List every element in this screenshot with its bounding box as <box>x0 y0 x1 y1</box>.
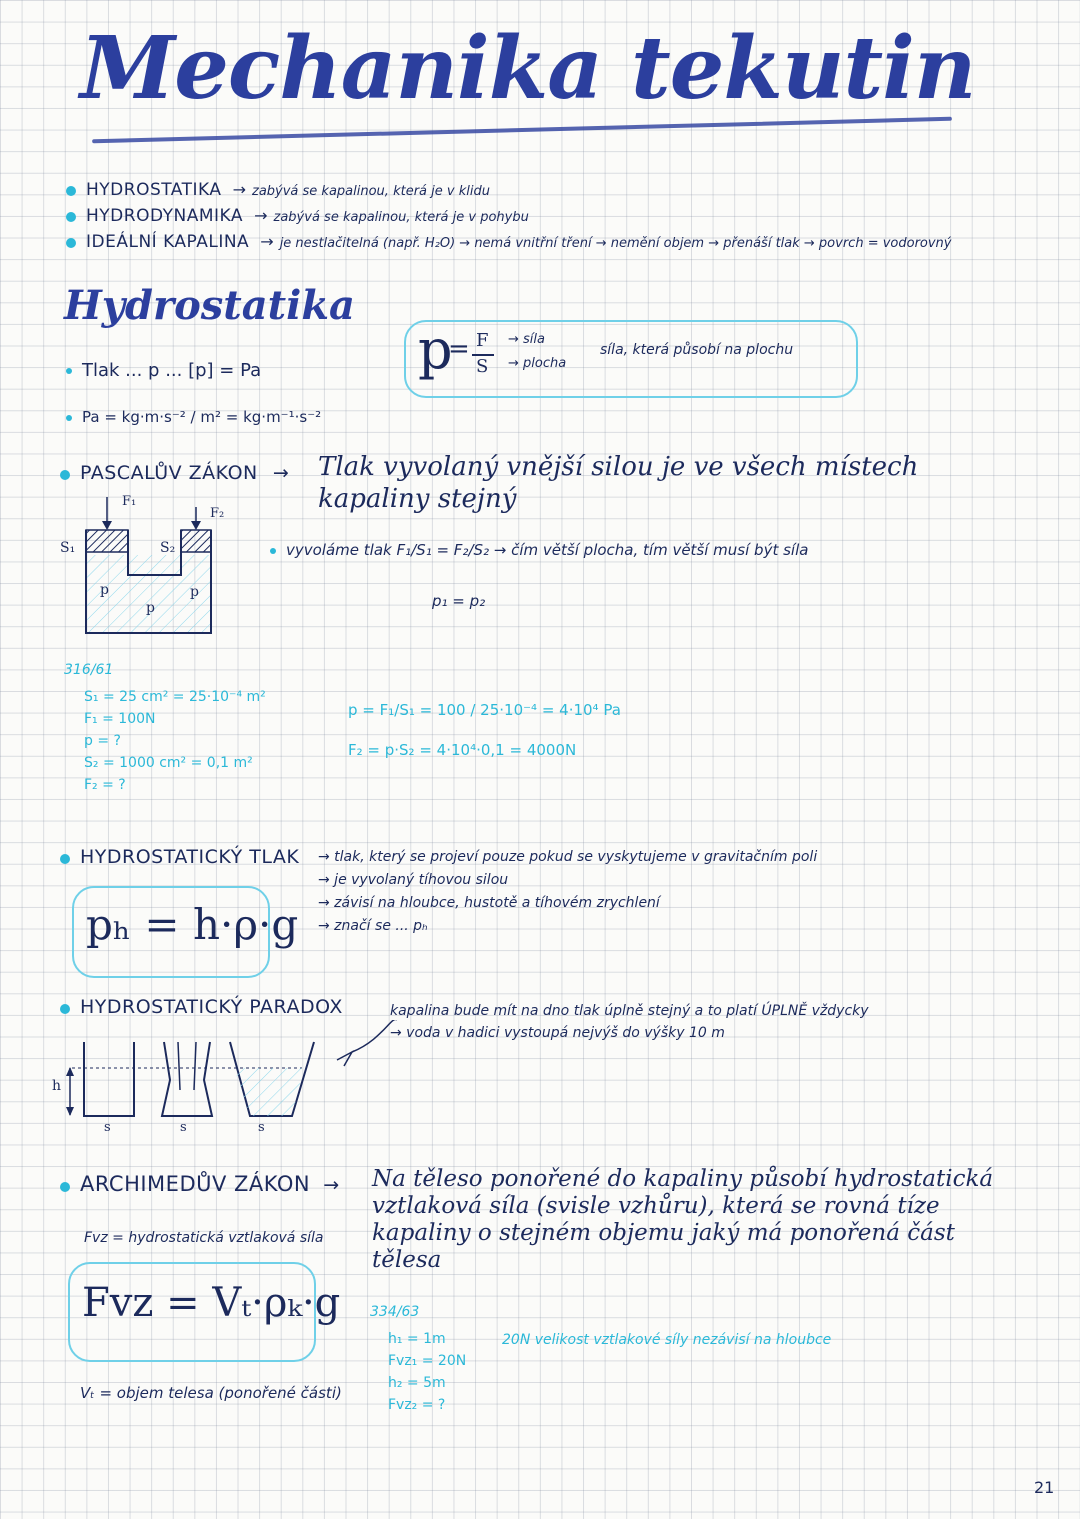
example-given-item: S₁ = 25 cm² = 25·10⁻⁴ m² <box>84 689 266 705</box>
archimedes-heading: ARCHIMEDŮV ZÁKON → <box>60 1172 339 1196</box>
pascal-label-f2: F₂ <box>210 506 225 521</box>
pascal-heading: PASCALŮV ZÁKON → <box>60 462 299 484</box>
archimedes-example-item: h₁ = 1m <box>388 1331 446 1347</box>
pascal-label-s2: S₂ <box>160 540 176 556</box>
example-given-item: F₂ = ? <box>84 777 126 793</box>
archimedes-example-item: h₂ = 5m <box>388 1375 446 1391</box>
hydrostatic-point: → je vyvolaný tíhovou silou <box>318 872 509 888</box>
example-solution <box>348 690 621 770</box>
pascal-label-p: p <box>190 584 199 600</box>
hydrostatic-points <box>318 846 817 938</box>
example-solution-step: F₂ = p·S₂ = 4·10⁴·0,1 = 4000N <box>348 741 577 759</box>
archimedes-statement <box>372 1166 993 1274</box>
page-number: 21 <box>1034 1478 1055 1497</box>
pascal-vessel-diagram <box>56 495 226 640</box>
tlak-definition: Tlak ... p ... [p] = Pa <box>66 360 261 381</box>
pascal-label-p: p <box>146 600 155 616</box>
pascal-line-2: p₁ = p₂ <box>432 592 486 610</box>
example-ref: 316/61 <box>64 662 114 678</box>
hydrostatic-point: → závisí na hloubce, hustotě a tíhovém zrychlení <box>318 895 660 911</box>
bullet-icon <box>60 1004 70 1014</box>
paradox-points <box>390 1000 869 1044</box>
pressure-formula-eq: = <box>448 334 470 364</box>
pressure-formula-plocha: → plocha <box>508 356 567 371</box>
bullet-icon <box>66 415 72 421</box>
pressure-formula-denominator: S <box>476 356 489 377</box>
archimedes-formula: Fvz = Vₜ·ρₖ·g <box>82 1280 341 1326</box>
intro-item: HYDRODYNAMIKA → zabývá se kapalinou, která je v pohybu <box>66 206 529 226</box>
bullet-icon <box>66 186 76 196</box>
example-given-item: S₂ = 1000 cm² = 0,1 m² <box>84 755 253 771</box>
hydrostatic-point: → tlak, který se projeví pouze pokud se vyskytujeme v gravitačním poli <box>318 849 818 865</box>
bullet-icon <box>60 470 70 480</box>
paradox-point: kapalina bude mít na dno tlak úplně stejný a to platí ÚPLNĚ vždycky <box>390 1003 869 1019</box>
paradox-label-s: s <box>180 1120 187 1135</box>
example-solution-step: p = F₁/S₁ = 100 / 25·10⁻⁴ = 4·10⁴ Pa <box>348 701 621 719</box>
paradox-label-s: s <box>104 1120 111 1135</box>
pascal-label-p: p <box>100 582 109 598</box>
archimedes-statement-line: kapaliny o stejném objemu jaký má ponořená část <box>372 1220 955 1246</box>
intro-item: HYDROSTATIKA → zabývá se kapalinou, která je v klidu <box>66 180 490 200</box>
archimedes-statement-line: tělesa <box>372 1247 442 1273</box>
hydrostaticky-tlak-heading: HYDROSTATICKÝ TLAK <box>60 846 299 868</box>
fvz-definition: Fvz = hydrostatická vztlaková síla <box>84 1230 324 1246</box>
pressure-formula-note: síla, která působí na plochu <box>600 342 794 358</box>
pascal-label-s1: S₁ <box>60 540 76 556</box>
bullet-icon <box>66 368 72 374</box>
bullet-icon <box>66 212 76 222</box>
bullet-icon <box>60 1182 70 1192</box>
archimedes-example-item: Fvz₁ = 20N <box>388 1353 467 1369</box>
example-given-item: F₁ = 100N <box>84 711 156 727</box>
archimedes-example-item: Fvz₂ = ? <box>388 1397 446 1413</box>
bullet-icon <box>270 548 276 554</box>
hydrostatic-point: → značí se ... pₕ <box>318 918 428 934</box>
bullet-icon <box>66 238 76 248</box>
pressure-formula-p: p <box>418 318 453 381</box>
pascal-statement-1: Tlak vyvolaný vnější silou je ve všech místech <box>318 452 919 482</box>
vt-definition: Vₜ = objem telesa (ponořené části) <box>80 1384 342 1402</box>
archimedes-statement-line: Na těleso ponořené do kapaliny působí hydrostatická <box>372 1166 994 1192</box>
pascal-label-f1: F₁ <box>122 494 137 509</box>
archimedes-example-list <box>388 1328 466 1416</box>
page-title: Mechanika tekutin <box>80 18 976 119</box>
pressure-formula-sila: → síla <box>508 332 545 347</box>
pascal-statement-2: kapaliny stejný <box>318 484 517 514</box>
pressure-formula-numerator: F <box>476 330 489 351</box>
example-given-list <box>84 686 266 796</box>
pascal-line-1: vyvoláme tlak F₁/S₁ = F₂/S₂ → čím větší plocha, tím větší musí být síla <box>270 540 808 559</box>
paradox-label-s: s <box>258 1120 265 1135</box>
archimedes-example-ref: 334/63 <box>370 1304 420 1320</box>
hydrostatic-formula: pₕ = h·ρ·g <box>86 900 299 949</box>
archimedes-statement-line: vztlaková síla (svisle vzhůru), která se rovná tíze <box>372 1193 940 1219</box>
bullet-icon <box>60 854 70 864</box>
pascal-unit-definition: Pa = kg·m·s⁻² / m² = kg·m⁻¹·s⁻² <box>66 408 321 426</box>
title-underline <box>92 117 952 144</box>
pressure-formula-box <box>404 320 858 398</box>
example-given-item: p = ? <box>84 733 121 749</box>
section-heading-hydrostatika: Hydrostatika <box>64 282 355 329</box>
paradox-heading: HYDROSTATICKÝ PARADOX <box>60 996 343 1018</box>
intro-item: IDEÁLNÍ KAPALINA → je nestlačitelná (např. H₂O) → nemá vnitřní tření → nemění objem → přenáší tlak → povrch = vodorovný <box>66 232 952 252</box>
paradox-label-h: h <box>52 1078 62 1094</box>
paradox-point: → voda v hadici vystoupá nejvýš do výšky 10 m <box>390 1025 725 1041</box>
archimedes-answer: 20N velikost vztlakové síly nezávisí na hloubce <box>502 1332 832 1348</box>
